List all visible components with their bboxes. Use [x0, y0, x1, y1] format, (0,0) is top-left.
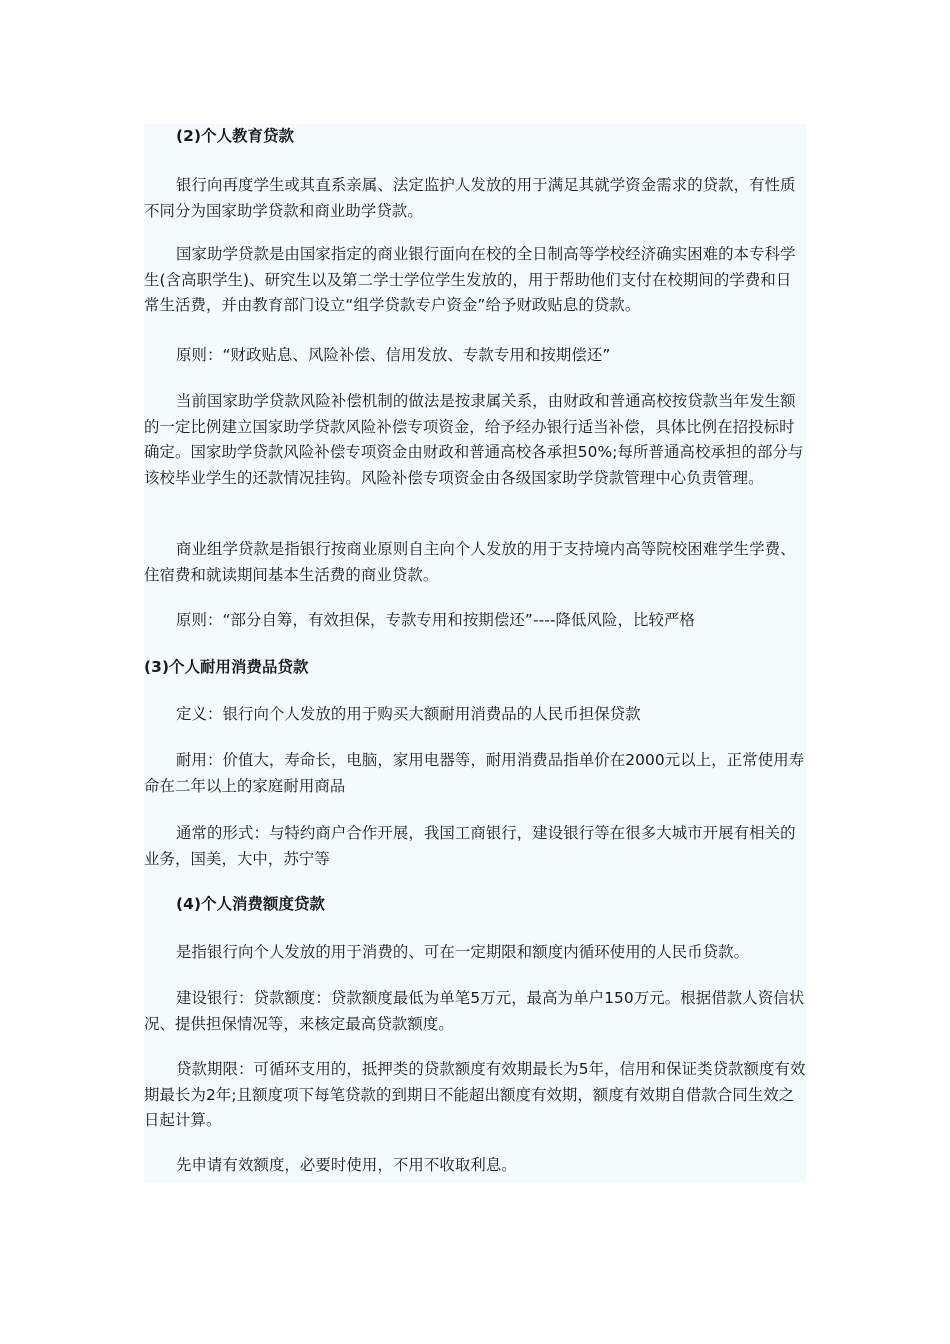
section-heading-education-loan: (2)个人教育贷款 [176, 127, 295, 145]
paragraph-durable-goods-definition: 定义：银行向个人发放的用于购买大额耐用消费品的人民币担保贷款 [176, 705, 641, 723]
paragraph-national-student-loan: 国家助学贷款是由国家指定的商业银行面向在校的全日制高等学校经济确实困难的本专科学生(含高职学生)、研究生以及第二学士学位学生发放的，用于帮助他们支付在校期间的学费和日常生活费，并由教育部门设立“组学贷款专户资金”给予财政贴息的贷款。 [144, 245, 796, 314]
paragraph-apply-first: 先申请有效额度，必要时使用，不用不收取利息。 [176, 1156, 517, 1174]
paragraph-loan-term: 贷款期限：可循环支用的，抵押类的贷款额度有效期最长为5年，信用和保证类贷款额度有效期最长为2年;且额度项下每笔贷款的到期日不能超出额度有效期，额度有效期自借款合同生效之日起计算。 [144, 1060, 806, 1129]
document-content [144, 124, 806, 1182]
paragraph-risk-compensation: 当前国家助学贷款风险补偿机制的做法是按隶属关系，由财政和普通高校按贷款当年发生额的一定比例建立国家助学贷款风险补偿专项资金，给予经办银行适当补偿，具体比例在招投标时确定。国家助学贷款风险补偿专项资金由财政和普通高校各承担50%;每所普通高校承担的部分与该校毕业学生的还款情况挂钩。风险补偿专项资金由各级国家助学贷款管理中心负责管理。 [144, 392, 804, 487]
section-heading-durable-goods-loan: (3)个人耐用消费品贷款 [144, 658, 309, 676]
paragraph-national-loan-principle: 原则：“财政贴息、风险补偿、信用发放、专款专用和按期偿还” [176, 346, 611, 364]
paragraph-commercial-student-loan: 商业组学贷款是指银行按商业原则自主向个人发放的用于支持境内高等院校困难学生学费、住宿费和就读期间基本生活费的商业贷款。 [144, 540, 796, 584]
paragraph-education-loan-definition: 银行向再度学生或其直系亲属、法定监护人发放的用于满足其就学资金需求的贷款，有性质不同分为国家助学贷款和商业助学贷款。 [144, 176, 796, 220]
section-heading-credit-line-loan: (4)个人消费额度贷款 [176, 895, 326, 913]
paragraph-credit-line-definition: 是指银行向个人发放的用于消费的、可在一定期限和额度内循环使用的人民币贷款。 [176, 943, 750, 961]
paragraph-durable-goods-meaning: 耐用：价值大，寿命长，电脑，家用电器等，耐用消费品指单价在2000元以上，正常使用寿命在二年以上的家庭耐用商品 [144, 751, 805, 795]
paragraph-durable-goods-form: 通常的形式：与特约商户合作开展，我国工商银行，建设银行等在很多大城市开展有相关的业务，国美，大中，苏宁等 [144, 824, 796, 868]
paragraph-commercial-loan-principle: 原则：“部分自筹，有效担保，专款专用和按期偿还”----降低风险，比较严格 [176, 611, 695, 629]
paragraph-ccb-loan-amount: 建设银行：贷款额度：贷款额度最低为单笔5万元，最高为单户150万元。根据借款人资信状况、提供担保情况等，来核定最高贷款额度。 [144, 989, 805, 1033]
